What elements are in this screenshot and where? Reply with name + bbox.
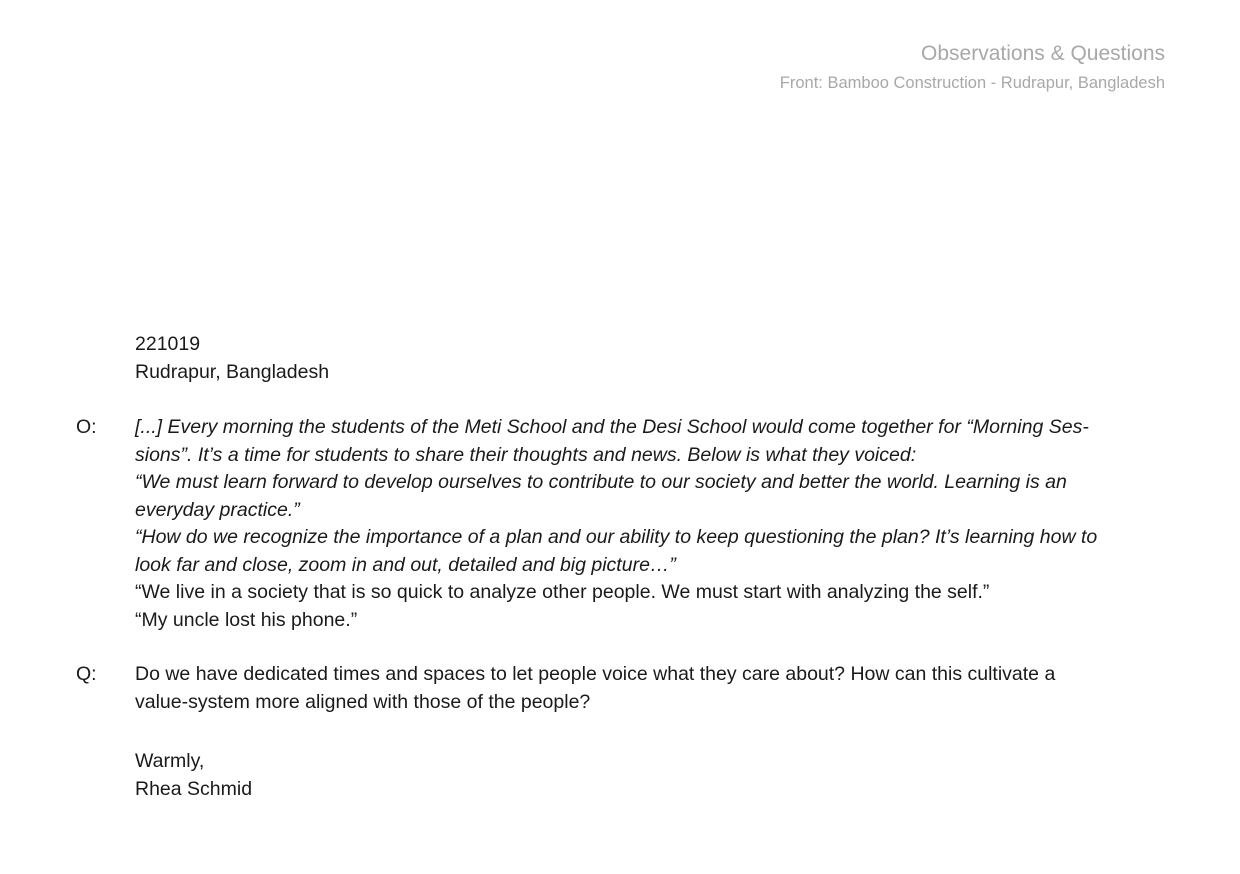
page-header [780,40,1165,96]
entry-location: Rudrapur, Bangladesh [135,360,330,383]
observation-label: O: [76,416,97,438]
question-line: value-system more aligned with those of the people? [135,690,591,713]
observation-text [135,414,1176,634]
observation-line: “My uncle lost his phone.” [135,608,358,631]
page-subtitle: Front: Bamboo Construction - Rudrapur, Bangladesh [779,74,1165,92]
observation-line: “How do we recognize the importance of a plan and our ability to keep questioning the plan? It’s learning how to [135,526,1098,548]
question-line: Do we have dedicated times and spaces to let people voice what they care about? How can this cultivate a [135,663,1056,685]
question-text [135,661,1176,716]
page-title: Observations & Questions [921,42,1165,65]
observation-section [76,414,1176,634]
observation-line: look far and close, zoom in and out, detailed and big picture…” [135,553,676,576]
signoff [135,748,252,803]
entry-date: 221019 [135,333,201,355]
closing-text: Warmly, [135,750,205,772]
observation-line: “We must learn forward to develop ourselves to contribute to our society and better the world. Learning is an [135,471,1067,493]
observation-line: sions”. It’s a time for students to share their thoughts and news. Below is what they voiced: [135,443,917,466]
question-label: Q: [76,663,97,685]
observation-line: everyday practice.” [135,498,300,521]
author-name: Rhea Schmid [135,777,253,800]
observation-line: “We live in a society that is so quick to analyze other people. We must start with analyzing the self.” [135,581,990,603]
entry-meta [135,331,329,386]
question-section [76,661,1176,716]
observation-line: [...] Every morning the students of the Meti School and the Desi School would come together for “Morning Ses- [135,416,1089,438]
